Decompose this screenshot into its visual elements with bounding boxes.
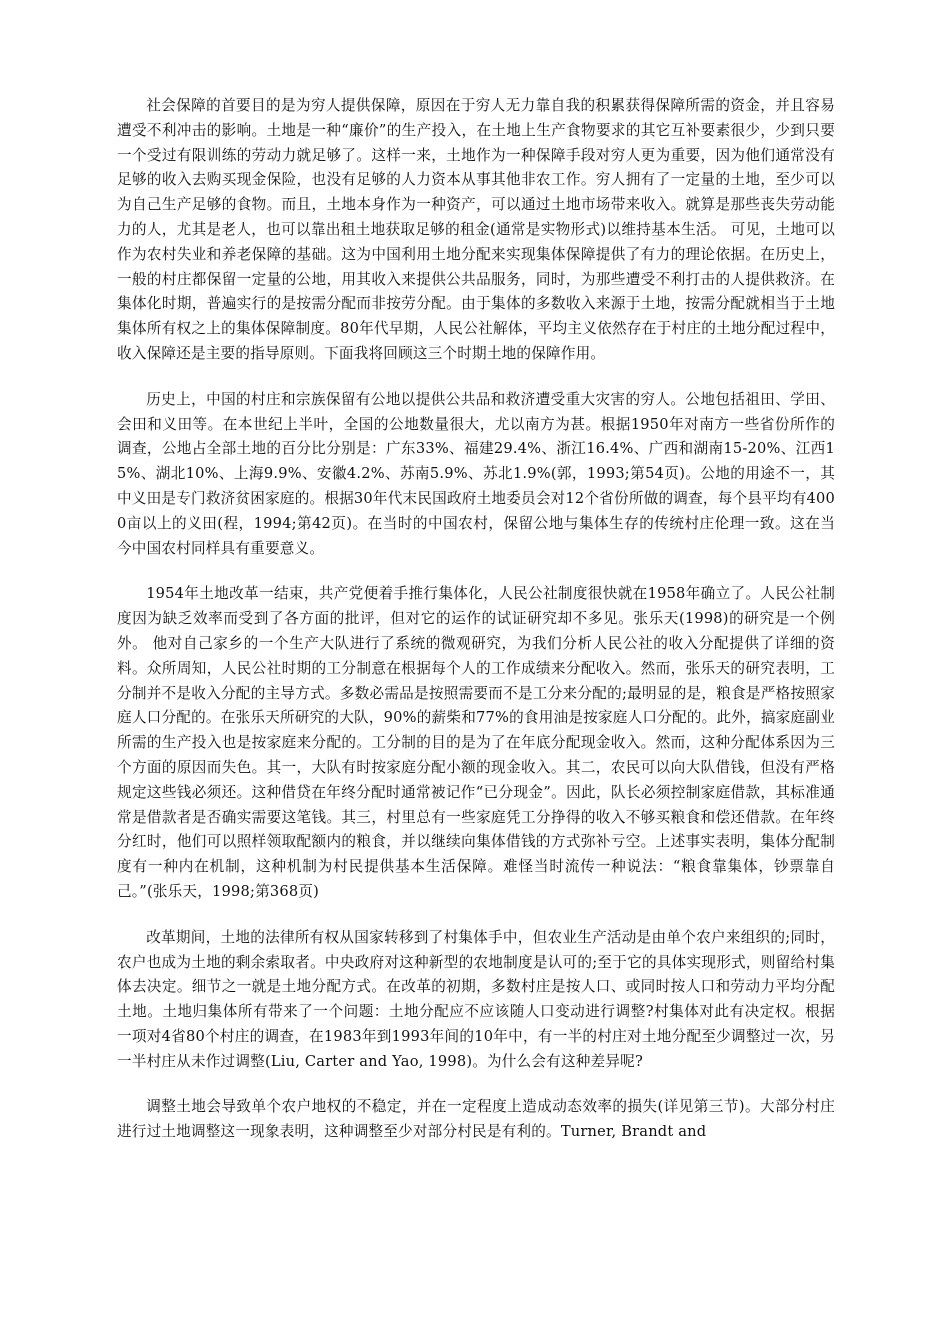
paragraph-social-security-land: 社会保障的首要目的是为穷人提供保障，原因在于穷人无力靠自我的积累获得保障所需的资金，并且容易遭受不利冲击的影响。土地是一种“廉价”的生产投入，在土地上生产食物要求的其它互补要素很少，少到只要一个受过有限训练的劳动力就足够了。这样一来，土地作为一种保障手段对穷人更为重要，因为他们通常没有足够的收入去购买现金保险，也没有足够的人力资本从事其他非农工作。穷人拥有了一定量的土地，至少可以为自己生产足够的食物。而且，土地本身作为一种资产，可以通过土地市场带来收入。就算是那些丧失劳动能力的人，尤其是老人，也可以靠出租土地获取足够的租金(通常是实物形式)以维持基本生活。 可见，土地可以作为农村失业和养老保障的基础。这为中国利用土地分配来实现集体保障提供了有力的理论依据。在历史上，一般的村庄都保留一定量的公地，用其收入来提供公共品服务，同时，为那些遭受不利打击的人提供救济。在集体化时期，普遍实行的是按需分配而非按劳分配。由于集体的多数收入来源于土地，按需分配就相当于土地集体所有权之上的集体保障制度。80年代早期，人民公社解体，平均主义依然存在于村庄的土地分配过程中，收入保障还是主要的指导原则。下面我将回顾这三个时期土地的保障作用。 xyxy=(117,97,835,362)
paragraph-historical-common-land: 历史上，中国的村庄和宗族保留有公地以提供公共品和救济遭受重大灾害的穷人。公地包括祖田、学田、会田和义田等。在本世纪上半叶，全国的公地数量很大，尤以南方为甚。根据1950年对南方一些省份所作的调查，公地占全部土地的百分比分别是：广东33%、福建29.4%、浙江16.4%、广西和湖南15-20%、江西15%、湖北10%、上海9.9%、安徽4.2%、苏南5.9%、苏北1.9%(郭，1993;第54页)。公地的用途不一，其中义田是专门救济贫困家庭的。根据30年代末民国政府土地委员会对12个省份所做的调查，每个县平均有4000亩以上的义田(程，1994;第42页)。在当时的中国农村，保留公地与集体生存的传统村庄伦理一致。这在当今中国农村同样具有重要意义。 xyxy=(117,390,835,557)
document-body xyxy=(117,94,835,1166)
paragraph-reform-period: 改革期间，土地的法律所有权从国家转移到了村集体手中，但农业生产活动是由单个农户来组织的;同时，农户也成为土地的剩余索取者。中央政府对这种新型的农地制度是认可的;至于它的具体实现形式，则留给村集体去决定。细节之一就是土地分配方式。在改革的初期，多数村庄是按人口、或同时按人口和劳动力平均分配土地。土地归集体所有带来了一个问题：土地分配应不应该随人口变动进行调整?村集体对此有决定权。根据一项对4省80个村庄的调查，在1983年到1993年间的10年中，有一半的村庄对土地分配至少调整过一次，另一半村庄从未作过调整(Liu, Carter and Yao, 1998)。为什么会有这种差异呢? xyxy=(117,928,835,1070)
paragraph-people-commune: 1954年土地改革一结束，共产党便着手推行集体化，人民公社制度很快就在1958年确立了。人民公社制度因为缺乏效率而受到了各方面的批评，但对它的运作的试证研究却不多见。张乐天(1998)的研究是一个例外。 他对自己家乡的一个生产大队进行了系统的微观研究，为我们分析人民公社的收入分配提供了详细的资料。众所周知，人民公社时期的工分制意在根据每个人的工作成绩来分配收入。然而，张乐天的研究表明，工分制并不是收入分配的主导方式。多数必需品是按照需要而不是工分来分配的;最明显的是，粮食是严格按照家庭人口分配的。在张乐天所研究的大队，90%的薪柴和77%的食用油是按家庭人口分配的。此外，搞家庭副业所需的生产投入也是按家庭来分配的。工分制的目的是为了在年底分配现金收入。然而，这种分配体系因为三个方面的原因而失色。其一，大队有时按家庭分配小额的现金收入。其二，农民可以向大队借钱，但没有严格规定这些钱必须还。这种借贷在年终分配时通常被记作“已分现金”。因此，队长必须控制家庭借款，其标准通常是借款者是否确实需要这笔钱。其三，村里总有一些家庭凭工分挣得的收入不够买粮食和偿还借款。在年终分红时，他们可以照样领取配额内的粮食，并以继续向集体借钱的方式弥补亏空。上述事实表明，集体分配制度有一种内在机制，这种机制为村民提供基本生活保障。难怪当时流传一种说法：“粮食靠集体，钞票靠自己。”(张乐天，1998;第368页) xyxy=(117,585,835,900)
paragraph-land-adjustment: 调整土地会导致单个农户地权的不稳定，并在一定程度上造成动态效率的损失(详见第三节)。大部分村庄进行过土地调整这一现象表明，这种调整至少对部分村民是有利的。Turner, Brandt and xyxy=(117,1098,835,1141)
